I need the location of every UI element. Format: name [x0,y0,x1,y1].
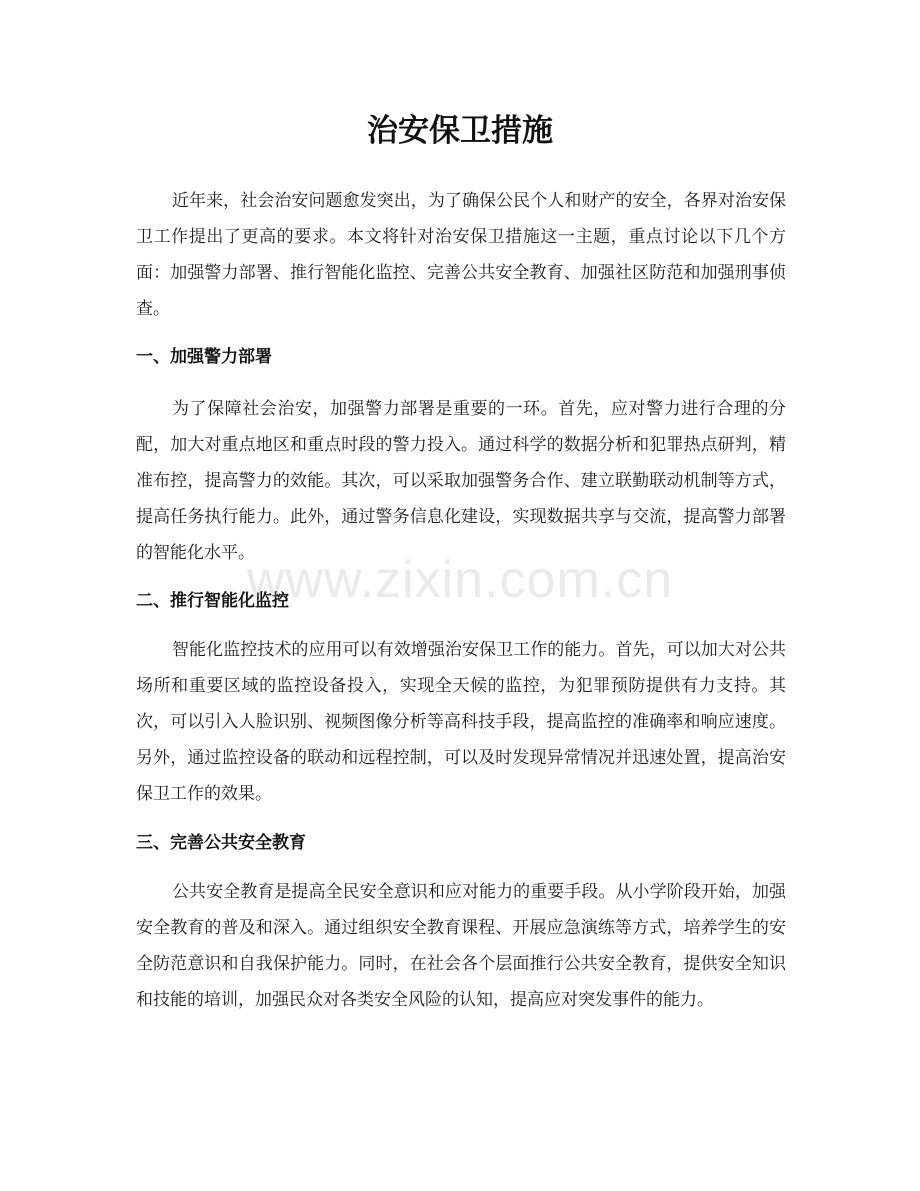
section-heading-3: 三、完善公共安全教育 [136,833,306,853]
section-heading-1: 一、加强警力部署 [136,347,272,367]
watermark: www.zixin.com.cn [246,551,674,609]
section-heading-2: 二、推行智能化监控 [136,591,289,611]
section-body-1: 为了保障社会治安，加强警力部署是重要的一环。首先，应对警力进行合理的分配，加大对重点地区和重点时段的警力投入。通过科学的数据分析和犯罪热点研判，精准布控，提高警力的效能。其次，可以采取加强警务合作、建立联勤联动机制等方式，提高任务执行能力。此外，通过警务信息化建设，实现数据共享与交流，提高警力部署的智能化水平。 [136,399,786,563]
intro-paragraph: 近年来，社会治安问题愈发突出，为了确保公民个人和财产的安全，各界对治安保卫工作提出了更高的要求。本文将针对治安保卫措施这一主题，重点讨论以下几个方面：加强警力部署、推行智能化监控、完善公共安全教育、加强社区防范和加强刑事侦查。 [136,191,786,319]
document-title: 治安保卫措施 [367,113,553,149]
section-body-2: 智能化监控技术的应用可以有效增强治安保卫工作的能力。首先，可以加大对公共场所和重要区域的监控设备投入，实现全天候的监控，为犯罪预防提供有力支持。其次，可以引入人脸识别、视频图像分析等高科技手段，提高监控的准确率和响应速度。另外，通过监控设备的联动和远程控制，可以及时发现异常情况并迅速处置，提高治安保卫工作的效果。 [136,640,786,804]
section-body-3: 公共安全教育是提高全民安全意识和应对能力的重要手段。从小学阶段开始，加强安全教育的普及和深入。通过组织安全教育课程、开展应急演练等方式，培养学生的安全防范意识和自我保护能力。同时，在社会各个层面推行公共安全教育，提供安全知识和技能的培训，加强民众对各类安全风险的认知，提高应对突发事件的能力。 [136,882,786,1010]
